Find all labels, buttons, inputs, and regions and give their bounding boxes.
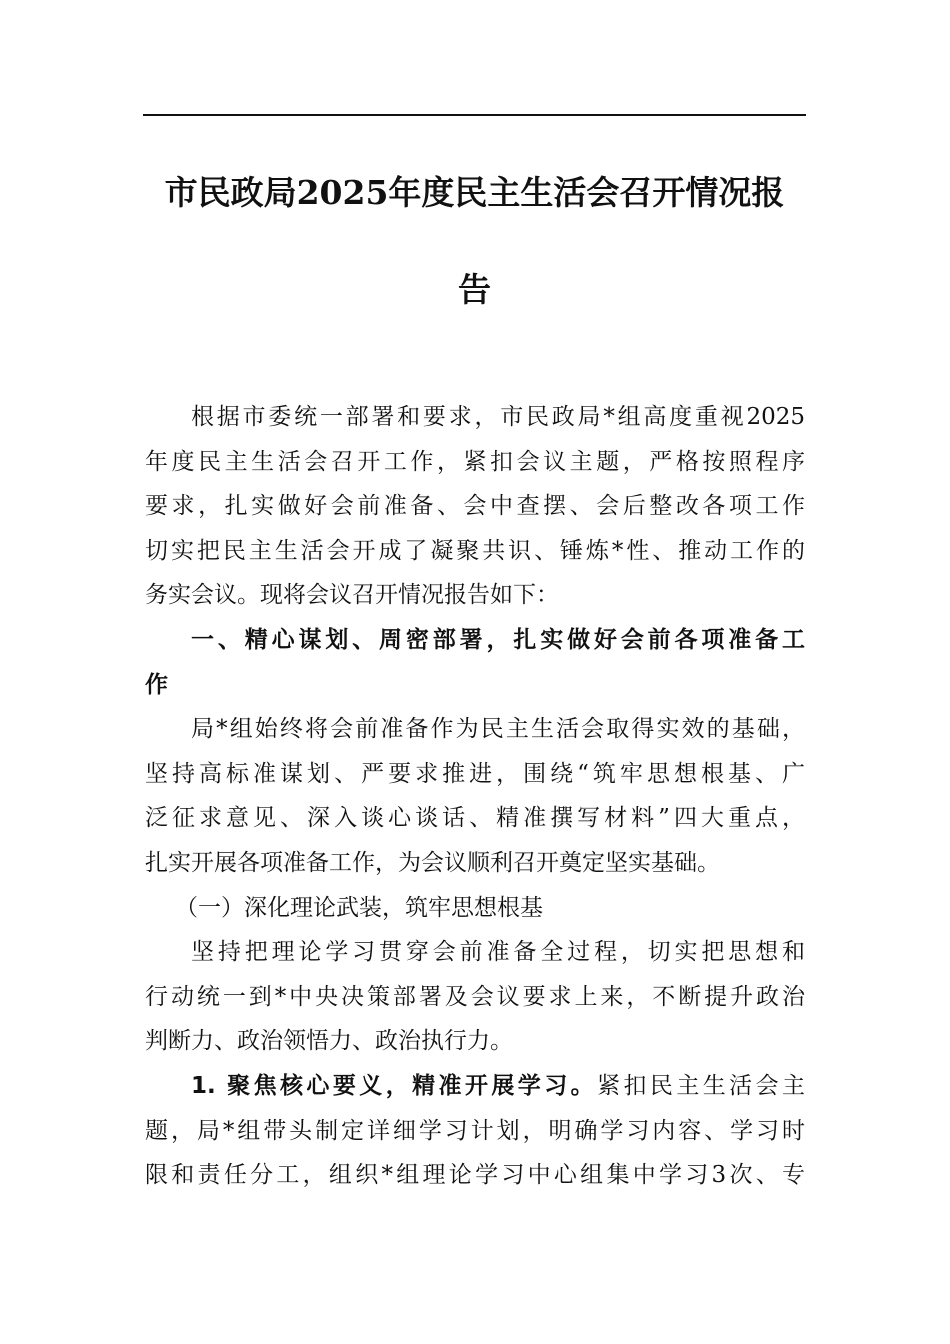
heading-line: 一、精心谋划、周密部署，扎实做好会前各项准备工 xyxy=(191,626,805,653)
text-line: 扎实开展各项准备工作，为会议顺利召开奠定坚实基础。 xyxy=(145,849,720,876)
heading-line: 作 xyxy=(145,671,168,698)
section-heading-1 xyxy=(145,618,805,707)
document-body xyxy=(145,395,805,1198)
text-line: 坚持高标准谋划、严要求推进，围绕“筑牢思想根基、广 xyxy=(145,760,805,787)
header-rule xyxy=(143,114,806,116)
text-line: 局*组始终将会前准备作为民主生活会取得实效的基础， xyxy=(191,716,805,743)
text-line: 判断力、政治领悟力、政治执行力。 xyxy=(145,1028,513,1055)
text-line: 根据市委统一部署和要求，市民政局*组高度重视2025 xyxy=(191,404,805,430)
section-1-paragraph xyxy=(145,707,805,885)
text-line: 行动统一到*中央决策部署及会议要求上来，不断提升政治 xyxy=(145,983,805,1010)
item-lead-rest: 紧扣民主生活会主 xyxy=(597,1072,806,1099)
text-line: 限和责任分工，组织*组理论学习中心组集中学习3次、专 xyxy=(145,1162,805,1189)
text-line: 年度民主生活会召开工作，紧扣会议主题，严格按照程序 xyxy=(145,448,805,475)
item-lead-bold: 1. 聚焦核心要义，精准开展学习。 xyxy=(191,1072,598,1099)
document-title: 市民政局2025年度民主生活会召开情况报 xyxy=(164,173,785,212)
text-line xyxy=(145,1064,805,1109)
intro-paragraph xyxy=(145,395,805,618)
text-line: 切实把民主生活会开成了凝聚共识、锤炼*性、推动工作的 xyxy=(145,537,805,564)
text-line: 务实会议。现将会议召开情况报告如下： xyxy=(145,582,559,609)
text-line: 要求，扎实做好会前准备、会中查摆、会后整改各项工作 xyxy=(145,493,805,520)
text-line: 题，局*组带头制定详细学习计划，明确学习内容、学习时 xyxy=(145,1117,805,1144)
subsection-heading: （一）深化理论武装，筑牢思想根基 xyxy=(175,894,543,921)
study-item-paragraph xyxy=(145,1064,805,1198)
text-line: 泛征求意见、深入谈心谈话、精准撰写材料”四大重点， xyxy=(145,805,805,832)
document-title-continued: 告 xyxy=(458,270,491,309)
text-line: 坚持把理论学习贯穿会前准备全过程，切实把思想和 xyxy=(191,939,805,966)
subsection-paragraph xyxy=(145,930,805,1064)
